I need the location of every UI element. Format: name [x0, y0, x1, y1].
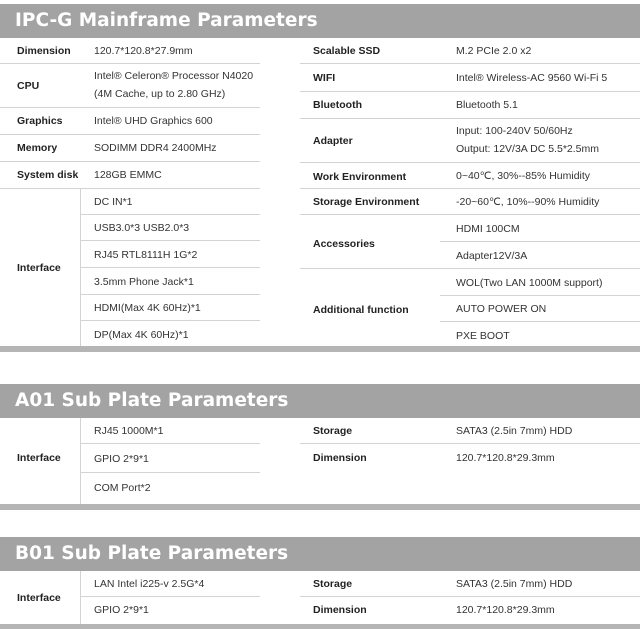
- scalable-ssd-label: Scalable SSD: [313, 45, 381, 57]
- interface-value-phone-jack: 3.5mm Phone Jack*1: [94, 276, 194, 288]
- row-divider: [80, 240, 260, 241]
- interface-value-usb: USB3.0*3 USB2.0*3: [94, 222, 190, 234]
- row-divider: [80, 320, 260, 321]
- cpu-value-line2: (4M Cache, up to 2.80 GHz): [94, 88, 226, 100]
- bluetooth-label: Bluetooth: [313, 99, 362, 111]
- b01-storage-value: SATA3 (2.5in 7mm) HDD: [456, 578, 573, 590]
- row-divider: [300, 188, 640, 189]
- b01-dimension-label: Dimension: [313, 604, 367, 616]
- row-divider: [300, 91, 640, 92]
- a01-dimension-label: Dimension: [313, 452, 367, 464]
- row-divider: [440, 241, 640, 242]
- dimension-value: 120.7*120.8*27.9mm: [94, 45, 193, 57]
- a01-storage-label: Storage: [313, 425, 353, 437]
- row-divider: [300, 63, 640, 64]
- a01-dimension-value: 120.7*120.8*29.3mm: [456, 452, 555, 464]
- b01-sub-plate-section: [0, 537, 640, 629]
- row-divider: [300, 162, 640, 163]
- mainframe-section-title: IPC-G Mainframe Parameters: [0, 4, 640, 38]
- work-environment-value: 0~40℃, 30%--85% Humidity: [456, 170, 591, 182]
- row-divider: [440, 295, 640, 296]
- row-divider: [300, 118, 640, 119]
- section-bottom-bar: [0, 624, 640, 629]
- row-divider: [80, 472, 260, 473]
- accessories-value-adapter: Adapter12V/3A: [456, 250, 528, 262]
- adapter-output-value: Output: 12V/3A DC 5.5*2.5mm: [456, 143, 599, 155]
- b01-interface-value-gpio: GPIO 2*9*1: [94, 604, 149, 616]
- additional-value-wol: WOL(Two LAN 1000M support): [456, 277, 603, 289]
- row-divider: [80, 596, 260, 597]
- adapter-label: Adapter: [313, 135, 353, 147]
- cpu-value-line1: Intel® Celeron® Processor N4020: [94, 70, 254, 82]
- storage-environment-value: -20~60℃, 10%--90% Humidity: [456, 196, 600, 208]
- section-bottom-bar: [0, 504, 640, 510]
- memory-label: Memory: [17, 142, 58, 154]
- graphics-label: Graphics: [17, 115, 63, 127]
- row-divider: [80, 267, 260, 268]
- wifi-label: WIFI: [313, 72, 336, 84]
- accessories-label: Accessories: [313, 238, 375, 250]
- interface-label: Interface: [17, 262, 61, 274]
- row-divider: [440, 321, 640, 322]
- b01-interface-value-lan: LAN Intel i225-v 2.5G*4: [94, 578, 205, 590]
- bluetooth-value: Bluetooth 5.1: [456, 99, 518, 111]
- row-divider: [300, 214, 640, 215]
- accessories-value-hdmi: HDMI 100CM: [456, 223, 520, 235]
- row-divider: [0, 63, 260, 64]
- row-divider: [0, 188, 260, 189]
- wifi-value: Intel® Wireless-AC 9560 Wi-Fi 5: [456, 72, 608, 84]
- a01-interface-value-com: COM Port*2: [94, 482, 151, 494]
- a01-interface-value-rj45: RJ45 1000M*1: [94, 425, 164, 437]
- row-divider: [300, 596, 640, 597]
- system-disk-value: 128GB EMMC: [94, 169, 162, 181]
- adapter-input-value: Input: 100-240V 50/60Hz: [456, 125, 573, 137]
- storage-environment-label: Storage Environment: [313, 196, 420, 208]
- row-divider: [80, 294, 260, 295]
- row-divider: [80, 443, 260, 444]
- interface-value-dc-in: DC IN*1: [94, 196, 133, 208]
- a01-sub-plate-section: [0, 384, 640, 510]
- interface-value-dp: DP(Max 4K 60Hz)*1: [94, 329, 189, 341]
- row-divider: [0, 107, 260, 108]
- row-divider: [300, 268, 640, 269]
- memory-value: SODIMM DDR4 2400MHz: [94, 142, 217, 154]
- system-disk-label: System disk: [17, 169, 79, 181]
- a01-section-title: A01 Sub Plate Parameters: [0, 384, 640, 418]
- additional-value-pxe-boot: PXE BOOT: [456, 330, 510, 342]
- b01-section-title: B01 Sub Plate Parameters: [0, 537, 640, 571]
- row-divider: [300, 443, 640, 444]
- row-divider: [80, 214, 260, 215]
- interface-value-rj45: RJ45 RTL8111H 1G*2: [94, 249, 198, 261]
- row-divider: [0, 134, 260, 135]
- dimension-label: Dimension: [17, 45, 71, 57]
- b01-dimension-value: 120.7*120.8*29.3mm: [456, 604, 555, 616]
- interface-divider: [80, 571, 81, 629]
- additional-value-auto-power-on: AUTO POWER ON: [456, 303, 547, 315]
- b01-interface-label: Interface: [17, 592, 61, 604]
- graphics-value: Intel® UHD Graphics 600: [94, 115, 213, 127]
- a01-storage-value: SATA3 (2.5in 7mm) HDD: [456, 425, 573, 437]
- work-environment-label: Work Environment: [313, 171, 407, 183]
- row-divider: [0, 161, 260, 162]
- section-bottom-bar: [0, 346, 640, 352]
- additional-function-label: Additional function: [313, 304, 409, 316]
- interface-value-hdmi: HDMI(Max 4K 60Hz)*1: [94, 302, 201, 314]
- cpu-label: CPU: [17, 80, 40, 92]
- a01-interface-value-gpio: GPIO 2*9*1: [94, 453, 149, 465]
- a01-interface-label: Interface: [17, 452, 61, 464]
- b01-storage-label: Storage: [313, 578, 353, 590]
- interface-divider: [80, 418, 81, 504]
- scalable-ssd-value: M.2 PCIe 2.0 x2: [456, 45, 532, 57]
